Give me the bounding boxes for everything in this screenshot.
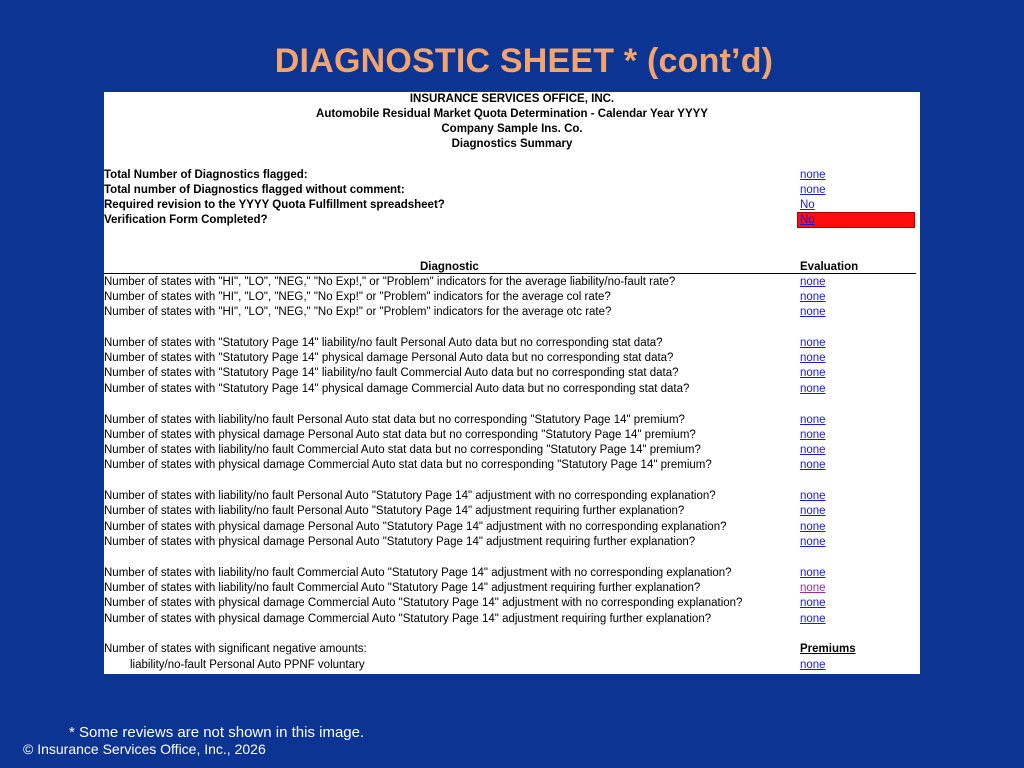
evaluation-link[interactable]: none: [800, 444, 826, 456]
summary-label-required-revision: Required revision to the YYYY Quota Fulfillment spreadsheet?: [104, 199, 445, 211]
evaluation-link[interactable]: none: [800, 414, 826, 426]
summary-link-required-revision[interactable]: No: [800, 199, 815, 211]
diagnostic-row: Number of states with physical damage Personal Auto "Statutory Page 14" adjustment requiring further explanation?: [104, 536, 696, 548]
diagnostic-row: Number of states with "Statutory Page 14" liability/no fault Personal Auto data but no corresponding stat data?: [104, 337, 663, 349]
diagnostic-row: Number of states with "Statutory Page 14" physical damage Personal Auto data but no corresponding stat data?: [104, 352, 674, 364]
sheet-header-summary: Diagnostics Summary: [451, 138, 573, 150]
summary-link-flagged-no-comment[interactable]: none: [800, 184, 826, 196]
evaluation-link[interactable]: none: [800, 276, 826, 288]
summary-label-total-flagged: Total Number of Diagnostics flagged:: [104, 169, 308, 181]
diagnostic-row: Number of states with physical damage Commercial Auto "Statutory Page 14" adjustment requiring further explanation?: [104, 613, 712, 625]
diagnostic-row: Number of states with liability/no fault Commercial Auto "Statutory Page 14" adjustment requiring further explanation?: [104, 582, 701, 594]
evaluation-link[interactable]: none: [800, 521, 826, 533]
column-header-evaluation: Evaluation: [800, 261, 859, 273]
sheet-header-org: INSURANCE SERVICES OFFICE, INC.: [409, 93, 615, 105]
summary-label-flagged-no-comment: Total number of Diagnostics flagged without comment:: [104, 184, 405, 196]
evaluation-link[interactable]: none: [800, 291, 826, 303]
evaluation-link-visited[interactable]: none: [800, 582, 826, 594]
evaluation-link[interactable]: none: [800, 567, 826, 579]
negative-amounts-sub-label: liability/no-fault Personal Auto PPNF voluntary: [130, 659, 365, 671]
diagnostic-row: Number of states with physical damage Commercial Auto stat data but no corresponding "Statutory Page 14" premium?: [104, 459, 712, 471]
summary-link-verification-form[interactable]: No: [800, 214, 815, 226]
evaluation-link[interactable]: none: [800, 337, 826, 349]
header-rule: [104, 273, 916, 274]
sheet-header-company: Company Sample Ins. Co.: [441, 123, 583, 135]
footnote: * Some reviews are not shown in this image.: [69, 724, 365, 741]
diagnostic-row: Number of states with "Statutory Page 14" liability/no fault Commercial Auto data but no corresponding stat data?: [104, 367, 679, 379]
diagnostic-row: Number of states with physical damage Personal Auto stat data but no corresponding "Statutory Page 14" premium?: [104, 429, 696, 441]
evaluation-link[interactable]: none: [800, 383, 826, 395]
evaluation-link[interactable]: none: [800, 597, 826, 609]
evaluation-link[interactable]: none: [800, 505, 826, 517]
evaluation-link[interactable]: none: [800, 459, 826, 471]
evaluation-link[interactable]: none: [800, 352, 826, 364]
slide-title: DIAGNOSTIC SHEET * (cont’d): [274, 42, 774, 80]
negative-amounts-link[interactable]: none: [800, 659, 826, 671]
diagnostic-row: Number of states with liability/no fault Personal Auto "Statutory Page 14" adjustment with no corresponding explanation?: [104, 490, 716, 502]
evaluation-link[interactable]: none: [800, 367, 826, 379]
evaluation-link[interactable]: none: [800, 613, 826, 625]
evaluation-link[interactable]: none: [800, 306, 826, 318]
sheet-header-title: Automobile Residual Market Quota Determination - Calendar Year YYYY: [316, 108, 708, 120]
diagnostic-row: Number of states with "HI", "LO", "NEG," "No Exp!" or "Problem" indicators for the average otc rate?: [104, 306, 612, 318]
evaluation-link[interactable]: none: [800, 536, 826, 548]
summary-link-total-flagged[interactable]: none: [800, 169, 826, 181]
diagnostic-row: Number of states with "HI", "LO", "NEG," "No Exp!" or "Problem" indicators for the average col rate?: [104, 291, 611, 303]
diagnostic-row: Number of states with physical damage Personal Auto "Statutory Page 14" adjustment with no corresponding explanation?: [104, 521, 727, 533]
evaluation-link[interactable]: none: [800, 490, 826, 502]
premiums-header: Premiums: [800, 643, 856, 655]
evaluation-link[interactable]: none: [800, 429, 826, 441]
diagnostic-row: Number of states with "HI", "LO", "NEG," "No Exp!," or "Problem" indicators for the average liability/no-fault rate?: [104, 276, 676, 288]
diagnostic-row: Number of states with physical damage Commercial Auto "Statutory Page 14" adjustment with no corresponding explanation?: [104, 597, 743, 609]
diagnostic-row: Number of states with "Statutory Page 14" physical damage Commercial Auto data but no corresponding stat data?: [104, 383, 690, 395]
column-header-diagnostic: Diagnostic: [420, 261, 479, 273]
copyright: © Insurance Services Office, Inc., 2026: [23, 741, 266, 757]
summary-label-verification-form: Verification Form Completed?: [104, 214, 268, 226]
diagnostic-row: Number of states with liability/no fault Commercial Auto stat data but no corresponding "Statutory Page 14" premium?: [104, 444, 701, 456]
diagnostic-sheet: [104, 92, 920, 674]
diagnostic-row: Number of states with liability/no fault Personal Auto stat data but no corresponding "Statutory Page 14" premium?: [104, 414, 685, 426]
negative-amounts-label: Number of states with significant negative amounts:: [104, 643, 367, 655]
diagnostic-row: Number of states with liability/no fault Commercial Auto "Statutory Page 14" adjustment with no corresponding explanation?: [104, 567, 732, 579]
diagnostic-row: Number of states with liability/no fault Personal Auto "Statutory Page 14" adjustment requiring further explanation?: [104, 505, 685, 517]
